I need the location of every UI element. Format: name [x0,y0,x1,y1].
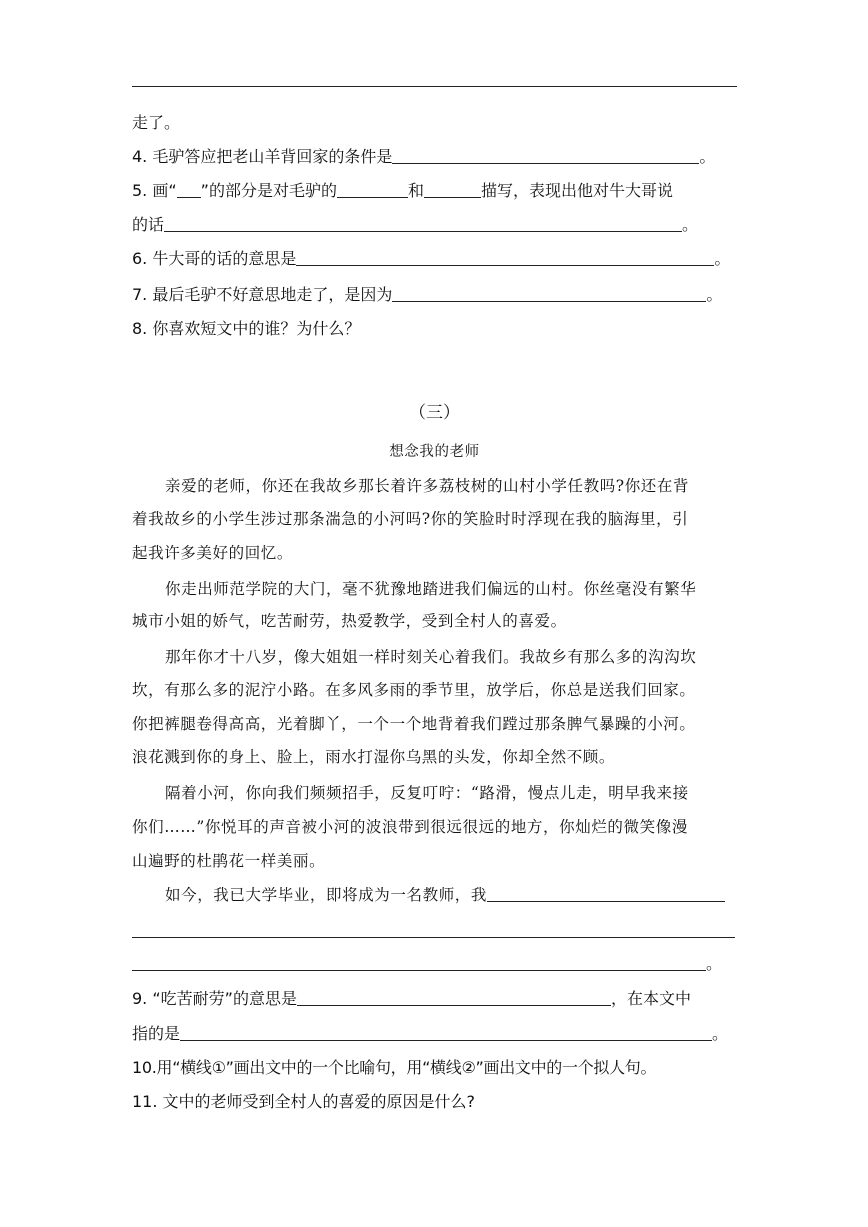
paragraph-3-line-3: 你把裤腿卷得高高，光着脚丫，一个一个地背着我们蹚过那条脾气暴躁的小河。 [132,715,696,733]
paragraph-5-line-1: 如今，我已大学毕业，即将成为一名教师，我 [132,884,737,906]
answer-blank[interactable] [164,215,682,232]
answer-blank[interactable] [297,989,611,1006]
top-rule [132,86,737,87]
paragraph-4-line-1: 隔着小河，你向我们频频招手，反复叮咛：“路滑，慢点儿走，明早我来接 [165,784,689,802]
paragraph-2-line-2: 城市小姐的娇气，吃苦耐劳，热爱教学，受到全村人的喜爱。 [132,612,567,630]
paragraph-1-line-1: 亲爱的老师，你还在我故乡那长着许多荔枝树的山村小学任教吗?你还在背 [165,477,690,495]
question-11: 11. 文中的老师受到全村人的喜爱的原因是什么? [132,1092,476,1111]
underline-sample [177,181,201,198]
question-6: 6. 牛大哥的话的意思是 。 [132,249,731,268]
answer-blank[interactable] [392,285,706,302]
paragraph-1-line-3: 起我许多美好的回忆。 [132,544,294,562]
question-8: 8. 你喜欢短文中的谁？为什么？ [132,319,361,338]
paragraph-5-line-3: 。 [132,953,737,975]
question-10: 10.用“横线①”画出文中的一个比喻句，用“横线②”画出文中的一个拟人句。 [132,1058,657,1077]
passage-title: 想念我的老师 [389,444,480,460]
answer-blank[interactable] [132,921,735,938]
paragraph-3-line-1: 那年你才十八岁，像大姐姐一样时刻关心着我们。我故乡有那么多的沟沟坎 [165,648,697,666]
paragraph-2-line-1: 你走出师范学院的大门，毫不犹豫地踏进我们偏远的山村。你丝毫没有繁华 [165,580,697,598]
question-9-cont: 指的是 。 [132,1024,729,1043]
answer-blank[interactable] [180,1024,712,1041]
answer-blank[interactable] [337,181,408,198]
paragraph-3-line-2: 坎，有那么多的泥泞小路。在多风多雨的季节里，放学后，你总是送我们回家。 [132,681,696,699]
paragraph-5-line-2 [132,920,737,942]
answer-blank[interactable] [296,249,714,266]
paragraph-4-line-3: 山遍野的杜鹃花一样美丽。 [132,852,326,870]
answer-blank[interactable] [392,147,699,164]
question-5: 5. 画“ ”的部分是对毛驴的 和 描写，表现出他对牛大哥说 [132,181,673,200]
question-9: 9. “吃苦耐劳”的意思是 ，在本文中 [132,989,691,1008]
question-7: 7. 最后毛驴不好意思地走了，是因为 。 [132,285,723,304]
paragraph-1-line-2: 着我故乡的小学生涉过那条湍急的小河吗?你的笑脸时时浮现在我的脑海里，引 [132,510,689,528]
question-5-cont: 的话 。 [132,215,699,234]
section-heading: （三） [409,403,460,423]
paragraph-3-line-4: 浪花溅到你的身上、脸上，雨水打湿你乌黑的头发，你却全然不顾。 [132,748,616,766]
passage-continuation: 走了。 [132,113,181,132]
question-4: 4. 毛驴答应把老山羊背回家的条件是 。 [132,147,716,166]
answer-blank[interactable] [132,954,706,971]
answer-blank[interactable] [424,181,481,198]
answer-blank[interactable] [487,885,725,902]
paragraph-4-line-2: 你们……”你悦耳的声音被小河的波浪带到很远很远的地方，你灿烂的微笑像漫 [132,818,688,836]
